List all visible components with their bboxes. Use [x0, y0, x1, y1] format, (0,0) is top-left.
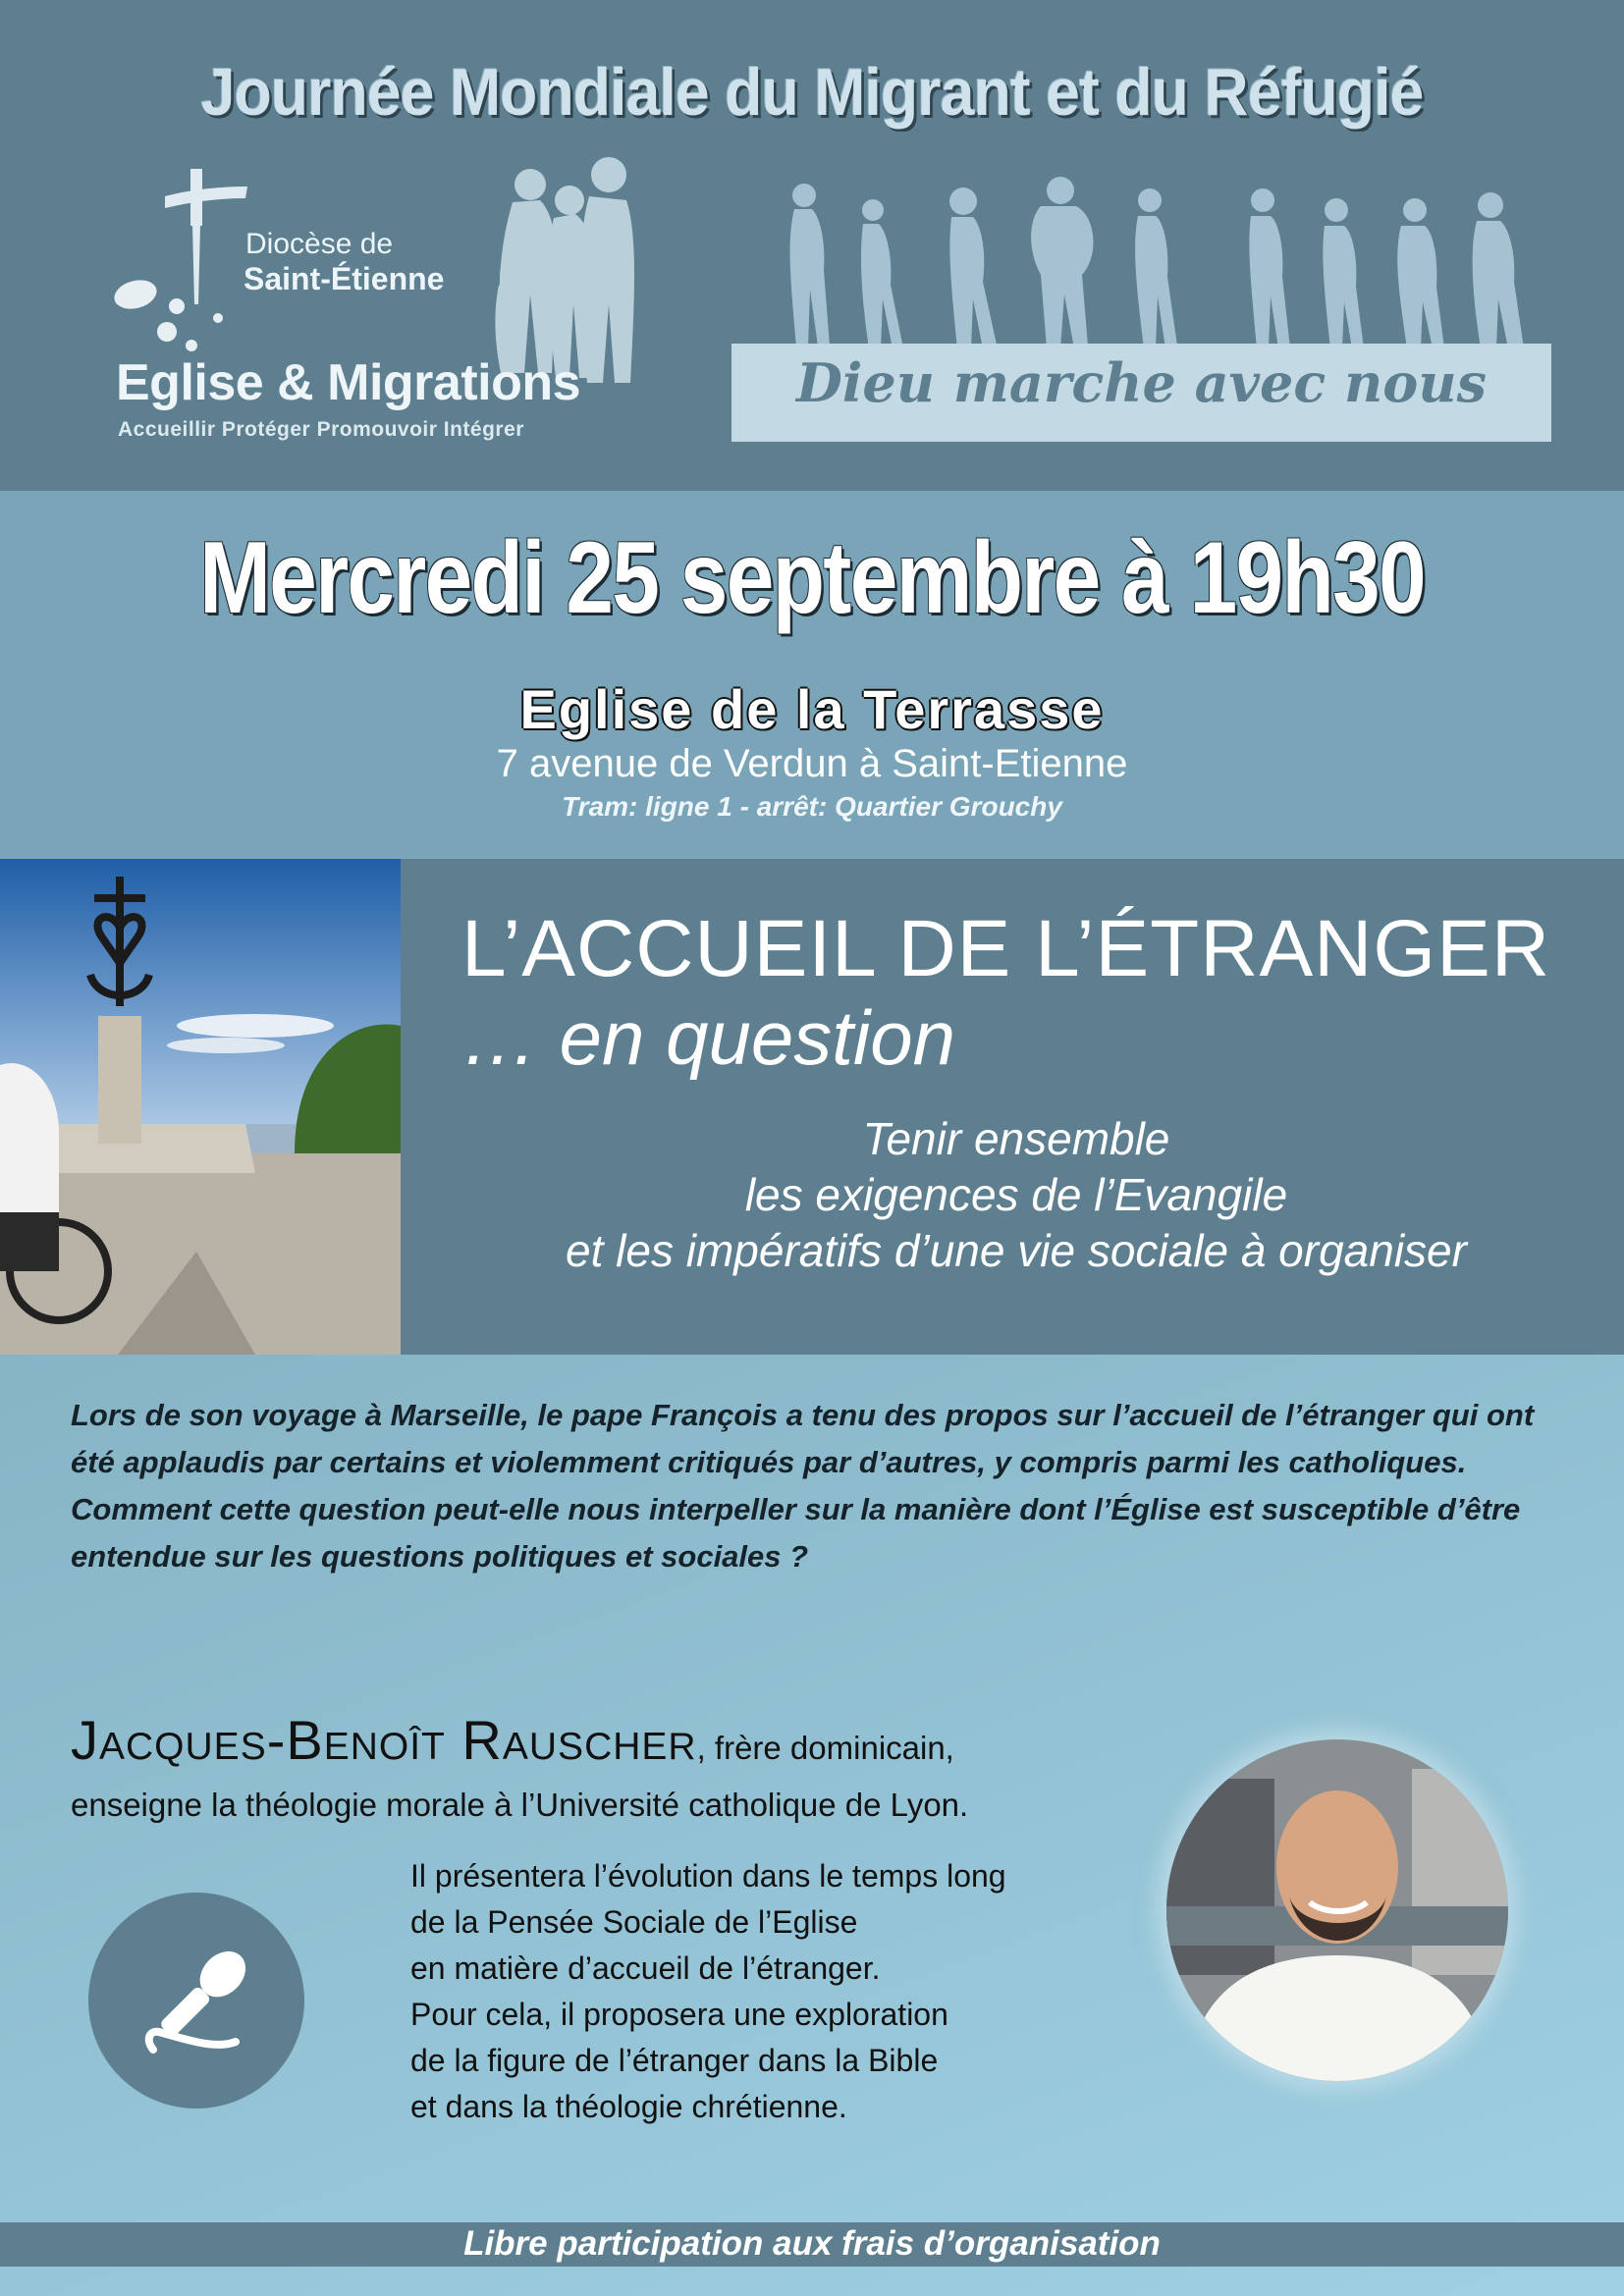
intro-text [71, 1392, 1563, 1580]
theme-line: et les impératifs d’une vie sociale à organiser [566, 1225, 1467, 1276]
diocese-name: Saint-Étienne [244, 261, 445, 296]
talk-line: en matière d’accueil de l’étranger. [410, 1950, 881, 1986]
talk-line: Pour cela, il proposera une exploration [410, 1997, 948, 2032]
talk-description [410, 1853, 1006, 2130]
microphone-icon-svg [88, 1893, 304, 2109]
intro-paragraph: Comment cette question peut-elle nous interpeller sur la manière dont l’Église est susceptible d’être entendue sur les questions politiques et sociales ? [71, 1492, 1521, 1574]
theme-lines [412, 1111, 1620, 1279]
microphone-icon [88, 1893, 304, 2109]
theme-title: L’ACCUEIL DE L’ÉTRANGER [461, 904, 1551, 993]
eglise-migrations-logo [108, 157, 658, 452]
talk-line: Il présentera l’évolution dans le temps long [410, 1858, 1006, 1894]
banner-motto: Dieu marche avec nous [796, 351, 1487, 414]
talk-line: et dans la théologie chrétienne. [410, 2089, 847, 2124]
diocese-label: Diocèse de [245, 228, 394, 260]
marseille-photo [0, 859, 401, 1355]
footer-text: Libre participation aux frais d’organisation [463, 2224, 1161, 2263]
portrait-image [1166, 1739, 1508, 2081]
theme-line: les exigences de l’Evangile [744, 1169, 1288, 1220]
walking-people-banner [731, 172, 1551, 442]
event-date: Mercredi 25 septembre à 19h30 [199, 521, 1425, 635]
speaker-portrait [1166, 1739, 1508, 2081]
speaker-description: enseigne la théologie morale à l’Université catholique de Lyon. [71, 1787, 969, 1823]
logo-name: Eglise & Migrations [116, 354, 581, 411]
speaker-heading [71, 1708, 954, 1772]
logo-tagline: Accueillir Protéger Promouvoir Intégrer [118, 418, 524, 441]
event-address: 7 avenue de Verdun à Saint-Etienne [496, 742, 1128, 785]
talk-line: de la figure de l’étranger dans la Bible [410, 2043, 939, 2078]
theme-subtitle: … en question [461, 994, 956, 1081]
intro-paragraph: Lors de son voyage à Marseille, le pape François a tenu des propos sur l’accueil de l’étranger qui ont été applaudis par certains et violemment critiqués par d’autres, y compris parmi les catholiques. [71, 1398, 1535, 1479]
walking-people-icon [731, 172, 1551, 348]
speaker-name: Jacques-Benoît Rauscher [71, 1709, 697, 1771]
event-tram: Tram: ligne 1 - arrêt: Quartier Grouchy [562, 791, 1062, 822]
speaker-role: , frère dominicain, [696, 1730, 954, 1766]
theme-line: Tenir ensemble [862, 1113, 1170, 1164]
event-venue: Eglise de la Terrasse [519, 678, 1105, 740]
talk-line: de la Pensée Sociale de l’Eglise [410, 1904, 858, 1940]
page-title: Journée Mondiale du Migrant et du Réfugié [200, 55, 1424, 130]
photo-image [0, 859, 401, 1355]
